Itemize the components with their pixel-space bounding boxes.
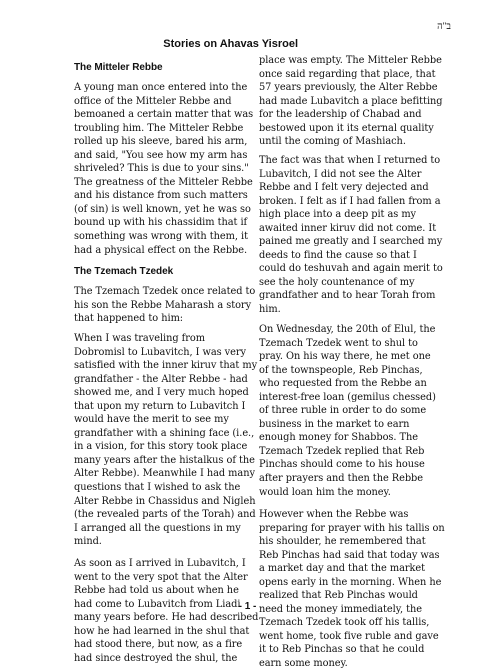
paragraph-wednesday [259, 323, 437, 499]
text-line: business in the market to earn [259, 418, 410, 430]
text-line: satisfied with the inner kiruv that my [74, 360, 258, 372]
text-line: bemoaned a certain matter that was [74, 109, 254, 121]
text-line: could do teshuvah and again merit to [259, 263, 443, 275]
text-line: 57 years previously, the Alter Rebbe [259, 82, 438, 94]
page-title: Stories on Ahavas Yisroel [163, 38, 298, 50]
text-line: enough money for Shabbos. The [259, 432, 419, 444]
text-line: that happened to him: [74, 313, 184, 325]
text-line: (of sin) is well known, yet he was so [74, 203, 251, 215]
paragraph-dejected [259, 154, 443, 317]
text-line: rolled up his sleeve, bared his arm, [74, 136, 248, 148]
text-line: When I was traveling from [74, 333, 205, 344]
text-line: how he had learned in the shul that [74, 625, 250, 637]
text-line: his shoulder, he remembered that [259, 536, 426, 548]
text-line: in a vision, for this story took place [74, 441, 248, 453]
text-line: awaited inner kiruv did not come. It [259, 222, 437, 234]
text-line: many years after the histalkus of the [74, 454, 255, 466]
text-line: Rebbe and I felt very dejected and [259, 182, 429, 194]
text-line: grandfather and to hear Torah from [259, 290, 436, 302]
text-line: opens early in the morning. When he [259, 576, 442, 588]
text-line: him. [259, 304, 281, 316]
text-line: something was wrong with them, it [74, 231, 248, 243]
text-line: On Wednesday, the 20th of Elul, the [259, 324, 436, 335]
text-line: troubling him. The Mitteler Rebbe [74, 122, 244, 134]
text-line: place was empty. The Mitteler Rebbe [259, 55, 442, 66]
text-line: had come to Lubavitch from Liadi [74, 598, 241, 610]
text-line: until the coming of Mashiach. [259, 136, 406, 148]
text-line: of three ruble in order to do some [259, 405, 427, 417]
text-line: deeds to find the cause so that I [259, 249, 417, 261]
text-line: Pinchas should come to his house [259, 459, 425, 471]
text-line: would loan him the money. [259, 486, 391, 498]
text-line: it to Reb Pinchas so that he could [259, 644, 425, 656]
text-line: and said, "You see how my arm has [74, 149, 248, 161]
text-line: went to the very spot that the Alter [74, 571, 248, 583]
text-line: interest-free loan (gemilus chessed) [259, 391, 436, 403]
text-line: many years before. He had described [74, 612, 259, 624]
text-line: shriveled? This is due to your sins." [74, 163, 249, 175]
corner-mark: ב"ה [437, 22, 451, 32]
text-line: had stood there, but now, as a fire [74, 639, 243, 651]
text-line: a market day and that the market [259, 563, 426, 575]
text-line: had since destroyed the shul, the [74, 652, 238, 664]
text-line: Tzemach Tzedek went to shul to [259, 337, 418, 349]
text-line: need the money immediately, the [259, 603, 422, 615]
text-line: earn some money. [259, 658, 348, 670]
text-line: Lubavitch, I did not see the Alter [259, 168, 422, 180]
text-line: A young man once entered into the [74, 82, 248, 93]
paragraph-place-empty [259, 54, 443, 149]
text-line: questions that I wished to ask the [74, 482, 241, 494]
text-line: had made Lubavitch a place befitting [259, 95, 443, 107]
text-line: who requested from the Rebbe an [259, 378, 427, 390]
text-line: pained me greatly and I searched my [259, 236, 443, 248]
text-line: Tzemach Tzedek replied that Reb [259, 445, 425, 457]
text-line: bestowed upon it its eternal quality [259, 122, 434, 134]
text-line: The fact was that when I returned to [259, 155, 441, 166]
text-line: and his distance from such matters [74, 190, 248, 202]
text-line: Reb Pinchas had said that today was [259, 549, 440, 561]
text-line: As soon as I arrived in Lubavitch, I [74, 558, 246, 569]
text-line: However when the Rebbe was [259, 509, 409, 520]
text-line: Tzemach Tzedek took off his tallis, [259, 617, 430, 629]
text-line: of the townspeople, Reb Pinchas, [259, 364, 423, 376]
section-heading-tzemach-tzedek: The Tzemach Tzedek [74, 266, 174, 277]
text-line: had a physical effect on the Rebbe. [74, 244, 248, 256]
paragraph-tzemach-intro [74, 285, 256, 326]
text-line: see the holy countenance of my [259, 276, 415, 288]
text-line: grandfather - the Alter Rebbe - had [74, 373, 248, 385]
text-line: Alter Rebbe). Meanwhile I had many [74, 468, 255, 480]
text-line: pray. On his way there, he met one [259, 351, 431, 363]
text-line: The greatness of the Mitteler Rebbe [74, 176, 253, 188]
text-line: for the leadership of Chabad and [259, 109, 422, 121]
text-line: Dobromisl to Lubavitch, I was very [74, 346, 247, 358]
page-number: - 1 - [238, 601, 257, 612]
paragraph-traveling [74, 332, 258, 549]
text-line: his son the Rebbe Maharash a story [74, 299, 252, 311]
text-line: bound up with his chassidim that if [74, 217, 248, 229]
text-line: Alter Rebbe in Chassidus and Nigleh [74, 495, 256, 507]
text-line: (the revealed parts of the Torah) and [74, 509, 256, 521]
text-line: The Tzemach Tzedek once related to [74, 286, 256, 297]
text-line: preparing for prayer with his tallis on [259, 522, 445, 534]
section-heading-mitteler-rebbe: The Mitteler Rebbe [74, 62, 163, 73]
text-line: after prayers and then the Rebbe [259, 473, 424, 485]
text-line: office of the Mitteler Rebbe and [74, 95, 232, 107]
paragraph-mitteler-rebbe [74, 81, 254, 257]
text-line: that upon my return to Lubavitch I [74, 400, 246, 412]
text-line: Rebbe had told us about when he [74, 585, 239, 597]
text-line: grandfather with a shining face (i.e., [74, 427, 255, 439]
text-line: would have the merit to see my [74, 414, 229, 426]
text-line: mind. [74, 536, 102, 548]
text-line: once said regarding that place, that [259, 68, 436, 80]
text-line: broken. I felt as if I had fallen from a [259, 195, 441, 207]
text-line: high place into a deep pit as my [259, 209, 417, 221]
text-line: realized that Reb Pinchas would [259, 590, 418, 602]
text-line: showed me, and I very much hoped [74, 387, 249, 399]
text-line: went home, took five ruble and gave [259, 630, 439, 642]
text-line: I arranged all the questions in my [74, 522, 241, 534]
paragraph-tallis [259, 508, 445, 671]
